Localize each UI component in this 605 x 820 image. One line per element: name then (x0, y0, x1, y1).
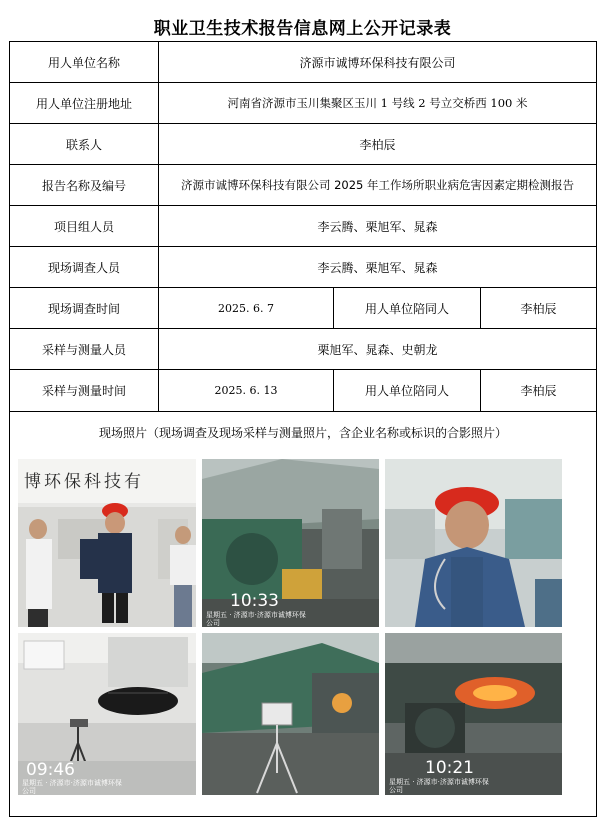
sampling-time-value: 2025. 6. 13 (159, 370, 334, 411)
survey-time-label: 现场调查时间 (10, 288, 159, 328)
photo-stamp2-1021: 公司 (389, 786, 403, 794)
contact-value: 李柏辰 (359, 137, 396, 152)
row-employer-name (10, 42, 596, 83)
employer-address-value: 河南省济源市玉川集聚区玉川 1 号线 2 号立交桥西 100 米 (227, 96, 528, 110)
sampling-time-label: 采样与测量时间 (10, 370, 159, 411)
row-sampling-staff (10, 329, 596, 370)
photo-stamp2-1033: 公司 (206, 619, 220, 627)
survey-staff-value: 李云腾、栗旭军、晁森 (317, 260, 438, 275)
contact-label: 联系人 (10, 124, 159, 164)
photo-time-1033: 10:33 (230, 591, 279, 611)
photo-time-1021: 10:21 (425, 758, 474, 778)
row-sampling-time (10, 370, 596, 412)
row-survey-staff (10, 247, 596, 288)
survey-companion-label: 用人单位陪同人 (334, 288, 481, 328)
photo-time-0946: 09:46 (26, 760, 75, 780)
survey-staff-label: 现场调查人员 (10, 247, 159, 287)
project-team-value: 李云腾、栗旭军、晁森 (317, 219, 438, 234)
project-team-label: 项目组人员 (10, 206, 159, 246)
photo-indoor-poster (18, 633, 196, 795)
row-report (10, 165, 596, 206)
report-value: 济源市诚博环保科技有限公司 2025 年工作场所职业病危害因素定期检测报告 (180, 178, 575, 192)
sampling-companion-value: 李柏辰 (520, 384, 557, 398)
sampling-staff-label: 采样与测量人员 (10, 329, 159, 369)
employer-name-value: 济源市诚博环保科技有限公司 (299, 55, 456, 70)
photo-machine-1033 (202, 459, 379, 627)
row-project-team (10, 206, 596, 247)
row-contact (10, 124, 596, 165)
record-table (9, 41, 597, 817)
photo-worker-helmet (385, 459, 562, 627)
survey-time-value: 2025. 6. 7 (159, 288, 334, 328)
photo-stamp2-0946: 公司 (22, 787, 36, 795)
photo-banner-text: 博环保科技有 (24, 472, 144, 492)
photo-stamp-1021: 星期五 · 济源市·济源市诚博环保 (389, 778, 489, 786)
row-survey-time (10, 288, 596, 329)
employer-name-label: 用人单位名称 (10, 42, 159, 82)
photo-stamp-0946: 星期五 · 济源市·济源市诚博环保 (22, 779, 122, 787)
employer-address-label: 用人单位注册地址 (10, 83, 159, 123)
survey-companion-value: 李柏辰 (520, 301, 557, 316)
photo-furnace-1021 (385, 633, 562, 795)
photo-stamp-1033: 星期五 · 济源市·济源市诚博环保 (206, 611, 306, 619)
row-employer-address (10, 83, 596, 124)
report-label: 报告名称及编号 (10, 165, 159, 205)
photo-group-banner (18, 459, 196, 627)
photos-header: 现场照片（现场调查及现场采样与测量照片，含企业名称或标识的合影照片） (98, 426, 507, 440)
page-title: 职业卫生技术报告信息网上公开记录表 (153, 19, 452, 39)
photo-sampler-tripod (202, 633, 379, 795)
sampling-companion-label: 用人单位陪同人 (334, 370, 481, 411)
sampling-staff-value: 栗旭军、晁森、史朝龙 (317, 342, 438, 357)
